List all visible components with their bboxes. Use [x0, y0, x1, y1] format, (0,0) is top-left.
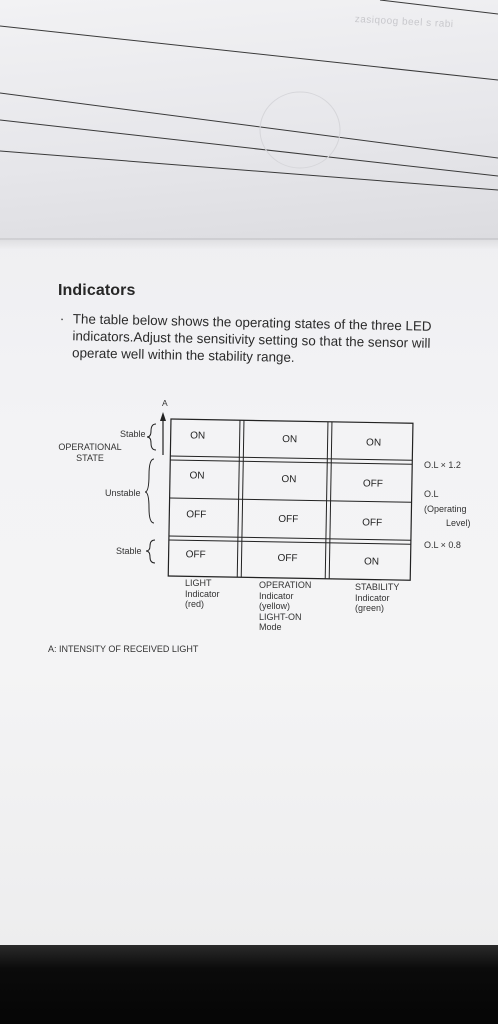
- cell-r1-stability: ON: [365, 437, 382, 449]
- column-light-l2: Indicator: [185, 588, 220, 599]
- row-label-unstable: Unstable: [105, 488, 141, 498]
- cell-r1-light: ON: [190, 430, 206, 442]
- column-operation-l2: Indicator: [259, 590, 294, 601]
- cell-r2-operation: ON: [281, 473, 297, 486]
- cell-r2-light: ON: [189, 470, 205, 482]
- cell-r4-operation: OFF: [277, 552, 298, 565]
- column-operation-l5: Mode: [259, 622, 282, 632]
- column-stability-l1: STABILITY: [355, 582, 400, 592]
- row-label-stable-top: Stable: [120, 429, 146, 439]
- cell-r4-light: OFF: [185, 549, 206, 561]
- column-operation-l1: OPERATION: [259, 580, 312, 590]
- level-ol-sub1: (Operating: [424, 504, 467, 514]
- column-stability-l2: Indicator: [355, 592, 390, 603]
- row-label-stable-bottom: Stable: [116, 546, 142, 556]
- operational-state-label: OPERATIONAL STATE: [58, 442, 122, 463]
- cell-r3-stability: OFF: [362, 517, 383, 529]
- dark-surface: [0, 945, 498, 1024]
- bullet: ·: [59, 310, 65, 327]
- indicator-state-table: [167, 418, 415, 582]
- column-stability-indicator: [355, 582, 399, 614]
- level-ol-0-8: O.L × 0.8: [424, 540, 461, 550]
- section-title: Indicators: [58, 282, 136, 299]
- axis-letter: A: [162, 398, 168, 408]
- bleed-through-text: zasiqoog beel s rabi: [354, 14, 454, 31]
- column-operation-l4: LIGHT-ON: [259, 611, 302, 622]
- column-operation-indicator: [259, 580, 311, 633]
- column-operation-l3: (yellow): [259, 601, 291, 611]
- description-text: The table below shows the operating states of the three LED indicators.Adjust the sensitivity setting so that the sensor will operate well within the stability range.: [71, 311, 432, 365]
- level-ol-1-2: O.L × 1.2: [424, 460, 461, 470]
- column-stability-l3: (green): [355, 603, 385, 613]
- column-light-indicator: [185, 578, 220, 610]
- column-light-l1: LIGHT: [185, 578, 212, 588]
- column-light-l3: (red): [185, 599, 205, 609]
- cell-r4-stability: ON: [363, 556, 380, 568]
- footnote: A: INTENSITY OF RECEIVED LIGHT: [48, 644, 199, 654]
- level-ol-sub2: Level): [446, 518, 471, 528]
- cell-r1-operation: ON: [282, 433, 298, 446]
- cell-r3-light: OFF: [186, 509, 207, 521]
- cell-r3-operation: OFF: [278, 513, 299, 526]
- level-ol: O.L: [424, 489, 439, 499]
- cell-r2-stability: OFF: [362, 478, 383, 490]
